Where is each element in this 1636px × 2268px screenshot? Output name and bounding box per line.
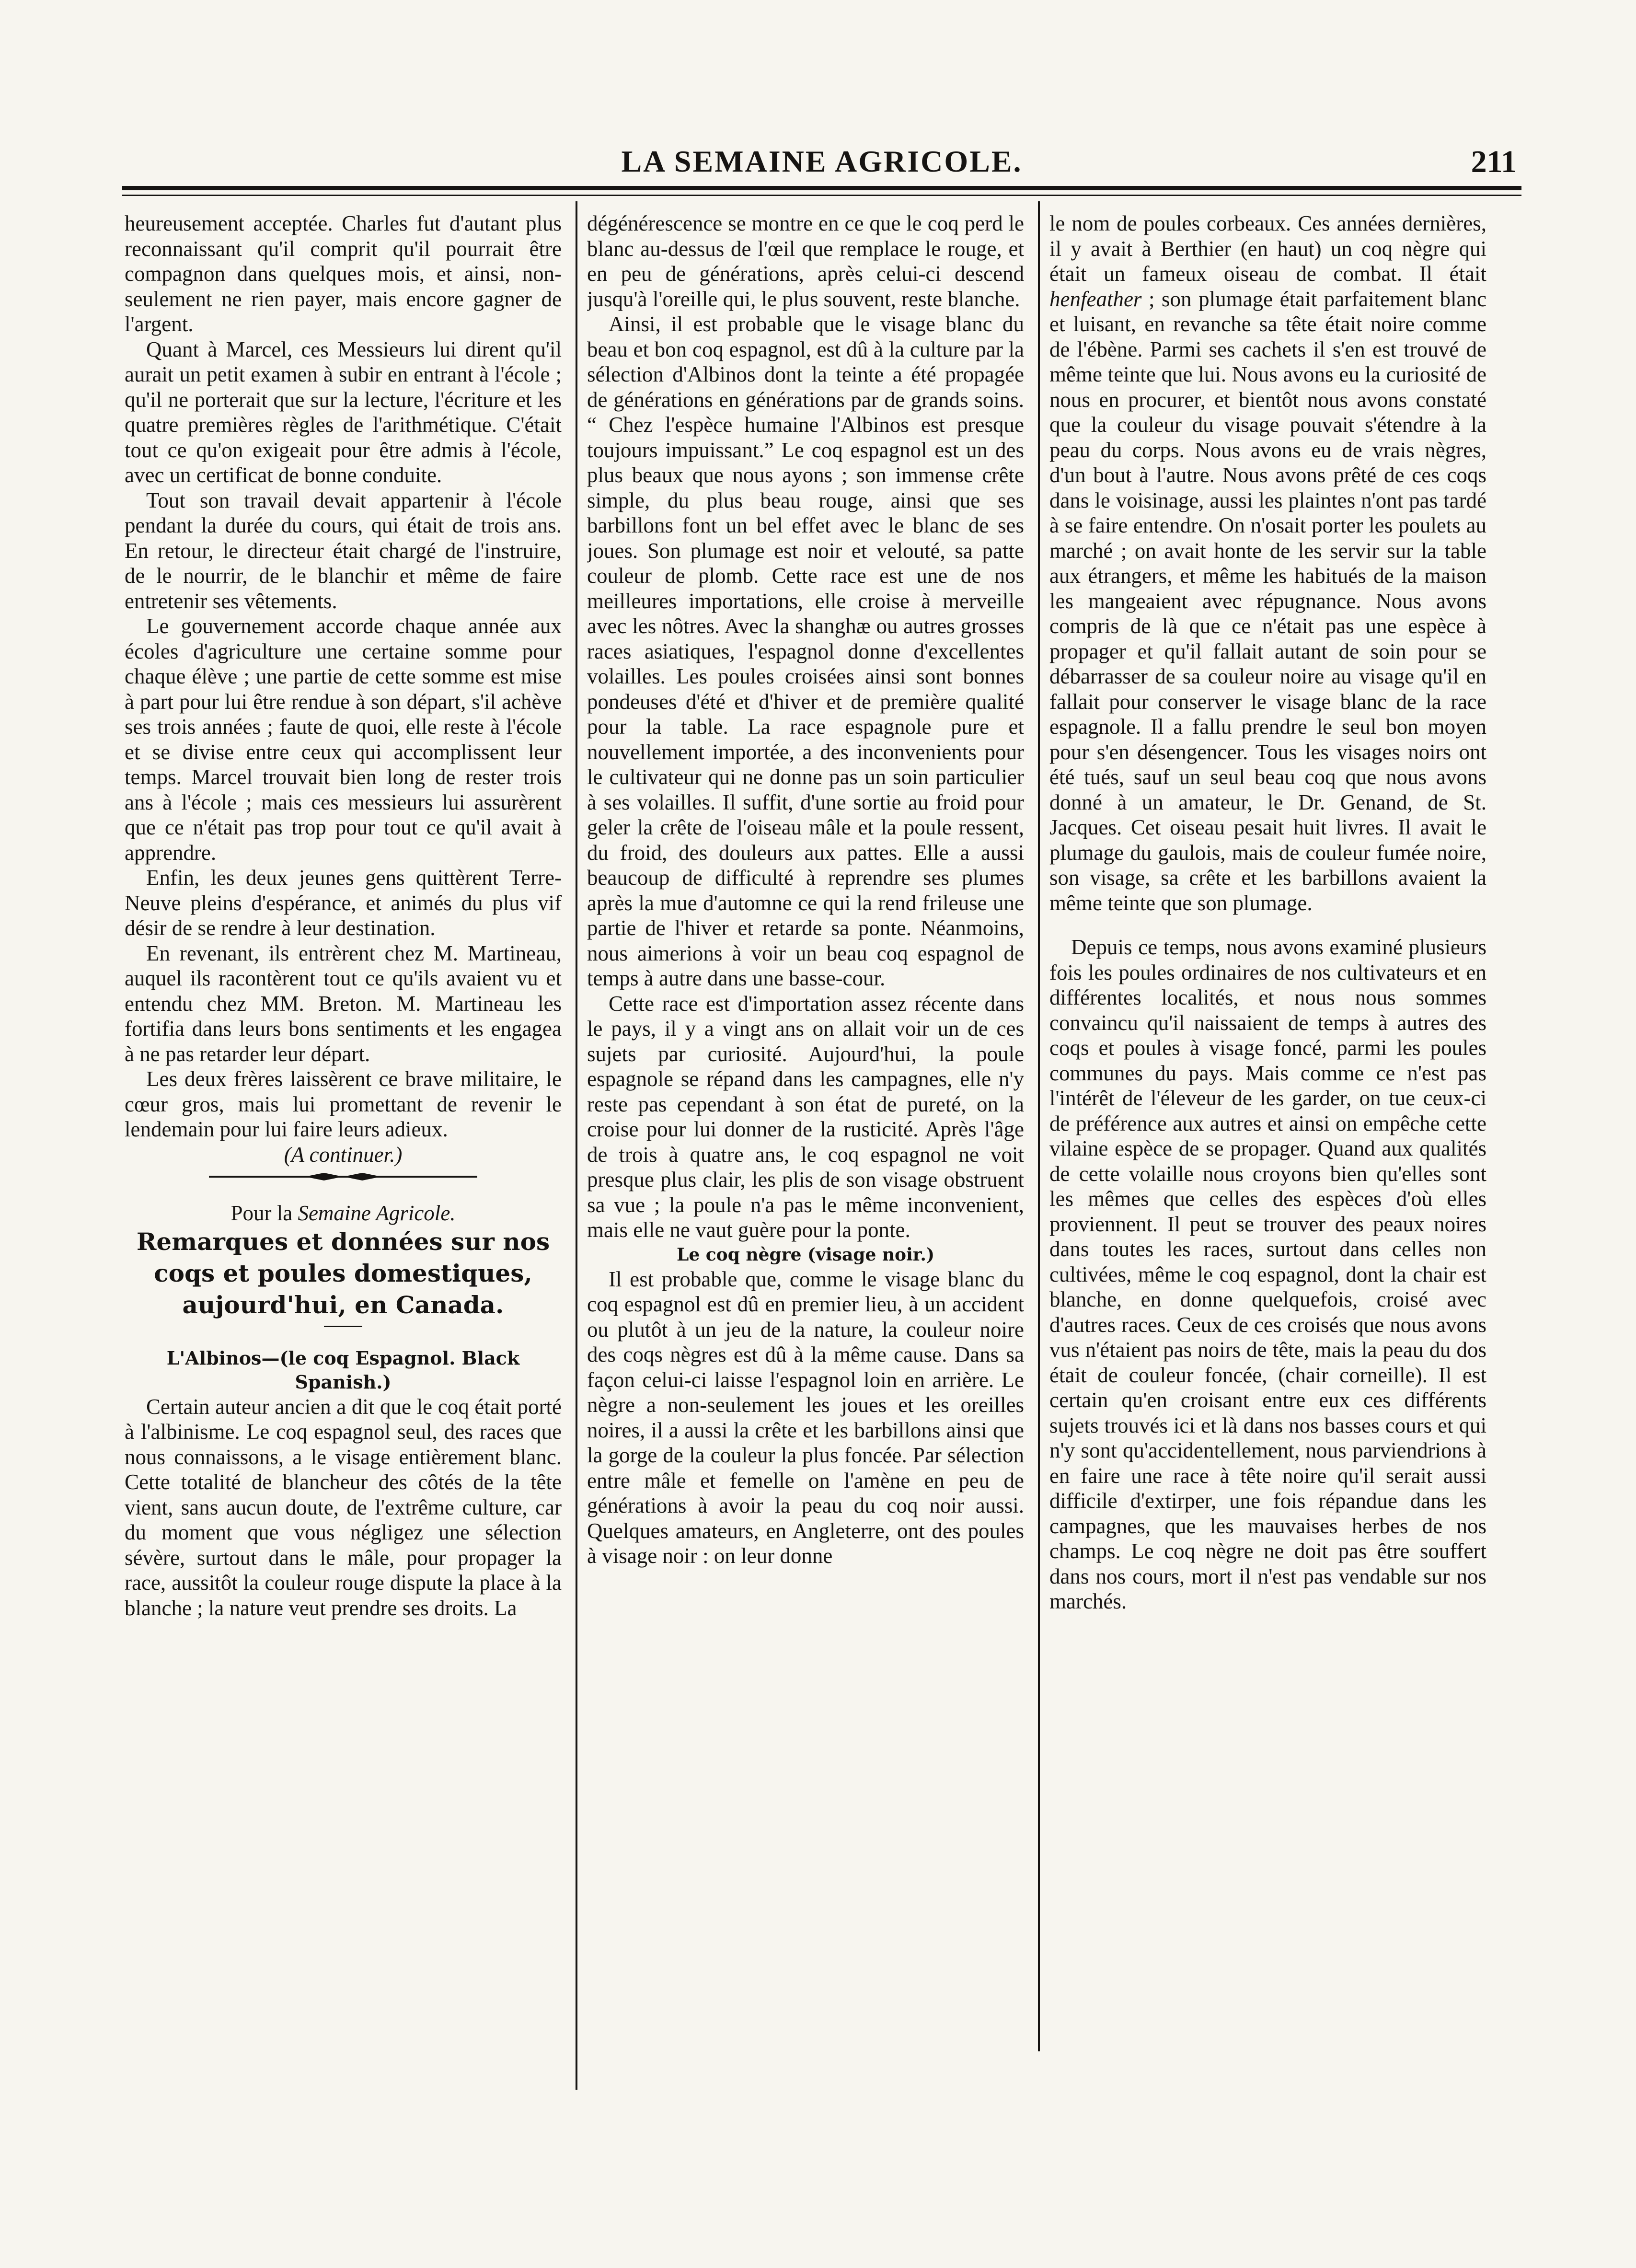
paragraph: Enfin, les deux jeunes gens quittèrent Terre-Neuve pleins d'espérance, et animés du plus vif désir de se rendre à leur destination.: [125, 866, 562, 940]
column-divider-2: [1038, 201, 1040, 2051]
paragraph: Ainsi, il est probable que le visage blanc du beau et bon coq espagnol, est dû à la culture par la sélection d'Albinos dont la teinte a été propagée de générations en générations par de grands soins. “ Chez l'espèce humaine l'Albinos est presque toujours impuissant.” Le coq espagnol est un des plus beaux que nous ayons ; son immense crête simple, du plus beau rouge, ainsi que ses barbillons font un bel effet avec le blanc de ses joues. Son plumage est noir et velouté, sa patte couleur de plomb. Cette race est une de nos meilleures importations, elle croise à merveille avec les nôtres. Avec la shanghæ ou autres grosses races asiatiques, l'espagnol donne d'excellentes volailles. Les poules croisées ainsi sont bonnes pondeuses d'été et d'hiver et de première qualité pour la table. La race espagnole pure et nouvellement importée, a des inconvenients pour le cultivateur qui ne donne pas un soin particulier à ses volailles. Il suffit, d'une sortie au froid pour geler la crête de l'oiseau mâle et la poule ressent, du froid, des douleurs aux pattes. Elle a aussi beaucoup de difficulté à reprendre ses plumes après la mue d'automne ce qui la rend frileuse une partie de l'hiver et retarde sa ponte. Néanmoins, nous aimerions à voir un beau coq espagnol de temps à autre dans une basse-cour.: [587, 312, 1024, 990]
paragraph: Quant à Marcel, ces Messieurs lui dirent qu'il aurait un petit examen à subir en entrant à l'école ; qu'il ne porterait que sur la lecture, l'écriture et les quatre premières règles de l'arithmétique. C'était tout ce qu'on exigeait pour être admis à l'école, avec un certificat de bonne conduite.: [125, 337, 562, 487]
paragraph: Tout son travail devait appartenir à l'école pendant la durée du cours, qui était de trois ans. En retour, le directeur était chargé de l'instruire, de le nourrir, de le blanchir et même de faire entretenir ses vêtements.: [125, 488, 562, 613]
paragraph: Le gouvernement accorde chaque année aux écoles d'agriculture une certaine somme pour chaque élève ; une partie de cette somme est mise à part pour lui être rendue à son départ, s'il achève ses trois années ; faute de quoi, elle reste à l'école et se divise entre ceux qui accomplissent leur temps. Marcel trouvait bien long de rester trois ans à l'école ; mais ces messieurs lui assurèrent que ce n'était pas trop pour tout ce qu'il avait à apprendre.: [125, 614, 562, 865]
header-rule-thin: [122, 195, 1521, 196]
journal-title: LA SEMAINE AGRICOLE.: [621, 144, 1023, 178]
article-headline: Remarques et données sur nos coqs et poules domestiques, aujourd'hui, en Canada.: [136, 1227, 550, 1319]
page-header: [122, 144, 1521, 192]
header-rule-thick: [122, 186, 1521, 190]
paragraph: Il est probable que, comme le visage blanc du coq espagnol est dû en premier lieu, à un accident ou plutôt à un jeu de la nature, la couleur noire des coqs nègres est dû à la même cause. Dans sa façon celui-ci laisse l'espagnol loin en arrière. Le nègre a non-seulement les joues et les oreilles noires, il a aussi la crête et les barbillons ainsi que la gorge de la couleur la plus foncée. Par sélection entre mâle et femelle on l'amène en peu de générations à avoir la peau du coq noir aussi. Quelques amateurs, en Angleterre, ont des poules à visage noir : on leur donne: [587, 1267, 1024, 1568]
to-be-continued-note: (A continuer.): [284, 1142, 403, 1167]
paragraph: dégénérescence se montre en ce que le coq perd le blanc au-dessus de l'œil que remplace le rouge, et en peu de générations, après celui-ci descend jusqu'à l'oreille qui, le plus souvent, reste blanche.: [587, 211, 1024, 311]
column-2: [587, 211, 1024, 2123]
paragraph: Depuis ce temps, nous avons examiné plusieurs fois les poules ordinaires de nos cultivateurs et en différentes localités, et nous nous sommes convaincu qu'il naissaient de temps à autres des coqs et poules à visage foncé, parmi les poules communes du pays. Mais comme ce n'est pas l'intérêt de l'éleveur de les garder, on tue ceux-ci de préférence aux autres et ainsi on empêche cette vilaine espèce de se propager. Quand aux qualités de cette volaille nous croyons bien qu'elles sont les mêmes que celles des espèces d'où elles proviennent. Il peut se trouver des peaux noires dans toutes les races, surtout dans celles non cultivées, même le coq espagnol, dont la chair est blanche, en donne quelquefois, croisé avec d'autres races. Ceux de ces croisés que nous avons vus n'étaient pas noirs de tête, mais la peau du dos était de couleur foncée, (chair corneille). Il est certain qu'en croisant entre eux ces différents sujets trouvés ici et là dans nos basses cours et qui n'y sont qu'accidentellement, nous parviendrions à en faire une race à tête noire qu'il serait aussi difficile d'extirper, une fois répandue dans les campagnes, que les mauvaises herbes de nos champs. Le coq nègre ne doit pas être souffert dans nos cours, mort il n'est pas vendable sur nos marchés.: [1049, 935, 1486, 1613]
column-divider-1: [576, 201, 577, 2090]
page-number: 211: [1471, 144, 1517, 179]
source-credit: Pour la Semaine Agricole.: [230, 1201, 456, 1225]
paragraph: En revenant, ils entrèrent chez M. Martineau, auquel ils racontèrent tout ce qu'ils avaient vu et entendu chez MM. Breton. M. Martineau les fortifia dans leurs bons sentiments et les engagea à ne pas retarder leur départ.: [125, 941, 562, 1066]
column-1: [125, 211, 562, 2123]
paragraph: Certain auteur ancien a dit que le coq était porté à l'albinisme. Le coq espagnol seul, des races que nous connaissons, a le visage entièrement blanc. Cette totalité de blancheur des côtés de la tête vient, sans aucun doute, de l'extrême culture, car du moment que vous négligez une sélection sévère, surtout dans le mâle, pour propager la race, aussitôt la couleur rouge dispute la place à la blanche ; la nature veut prendre ses droits. La: [125, 1394, 562, 1620]
section-subheading: Le coq nègre (visage noir.): [677, 1244, 934, 1265]
short-rule: [324, 1326, 362, 1327]
paragraph: Les deux frères laissèrent ce brave militaire, le cœur gros, mais lui promettant de revenir le lendemain pour lui faire leurs adieux.: [125, 1067, 562, 1141]
paragraph: le nom de poules corbeaux. Ces années dernières, il y avait à Berthier (en haut) un coq nègre qui était un fameux oiseau de combat. Il était henfeather ; son plumage était parfaitement blanc et luisant, en revanche sa tête était noire comme de l'ébène. Parmi ses cachets il s'en est trouvé de même teinte que lui. Nous avons eu la curiosité de nous en procurer, et bientôt nous avons constaté que la couleur du visage pouvait s'étendre à la peau du corps. Nous avons eu de vrais nègres, d'un bout à l'autre. Nous avons prêté de ces coqs dans le voisinage, aussi les plaintes n'ont pas tardé à se faire entendre. On n'osait porter les poulets au marché ; on avait honte de les servir sur la table aux étrangers, et même les habitués de la maison les mangeaient avec répugnance. Nous avons compris de là que ce n'était pas une espèce à propager et qu'il fallait autant de soin pour se débarrasser de sa couleur noire au visage qu'il en fallait pour conserver le visage blanc de la race espagnole. Il a fallu prendre le seul bon moyen pour s'en désengencer. Tous les visages noirs ont été tués, sauf un seul beau coq que nous avons donné à un amateur, le Dr. Genand, de St. Jacques. Cet oiseau pesait huit livres. Il avait le plumage du gaulois, mais de couleur fumée noire, son visage, sa crête et les barbillons avaient la même teinte que son plumage.: [1049, 211, 1486, 915]
ornament-divider: [209, 1172, 477, 1181]
section-subheading: L'Albinos—(le coq Espagnol. Black Spanish.): [166, 1347, 520, 1393]
paragraph: heureusement acceptée. Charles fut d'autant plus reconnaissant qu'il comprit qu'il pourrait être compagnon dans quelques mois, et ainsi, non-seulement ne rien payer, mais encore gagner de l'argent.: [125, 211, 562, 336]
paragraph: Cette race est d'importation assez récente dans le pays, il y a vingt ans on allait voir un de ces sujets par curiosité. Aujourd'hui, la poule espagnole se répand dans les campagnes, elle n'y reste pas cependant à son état de pureté, on la croise pour lui donner de la rusticité. Après l'âge de trois à quatre ans, le coq espagnol ne voit presque plus clair, les plis de son visage obstruent sa vue ; la poule n'a pas le même inconvenient, mais elle ne vaut guère pour la ponte.: [587, 991, 1024, 1242]
column-3: [1049, 211, 1486, 2123]
